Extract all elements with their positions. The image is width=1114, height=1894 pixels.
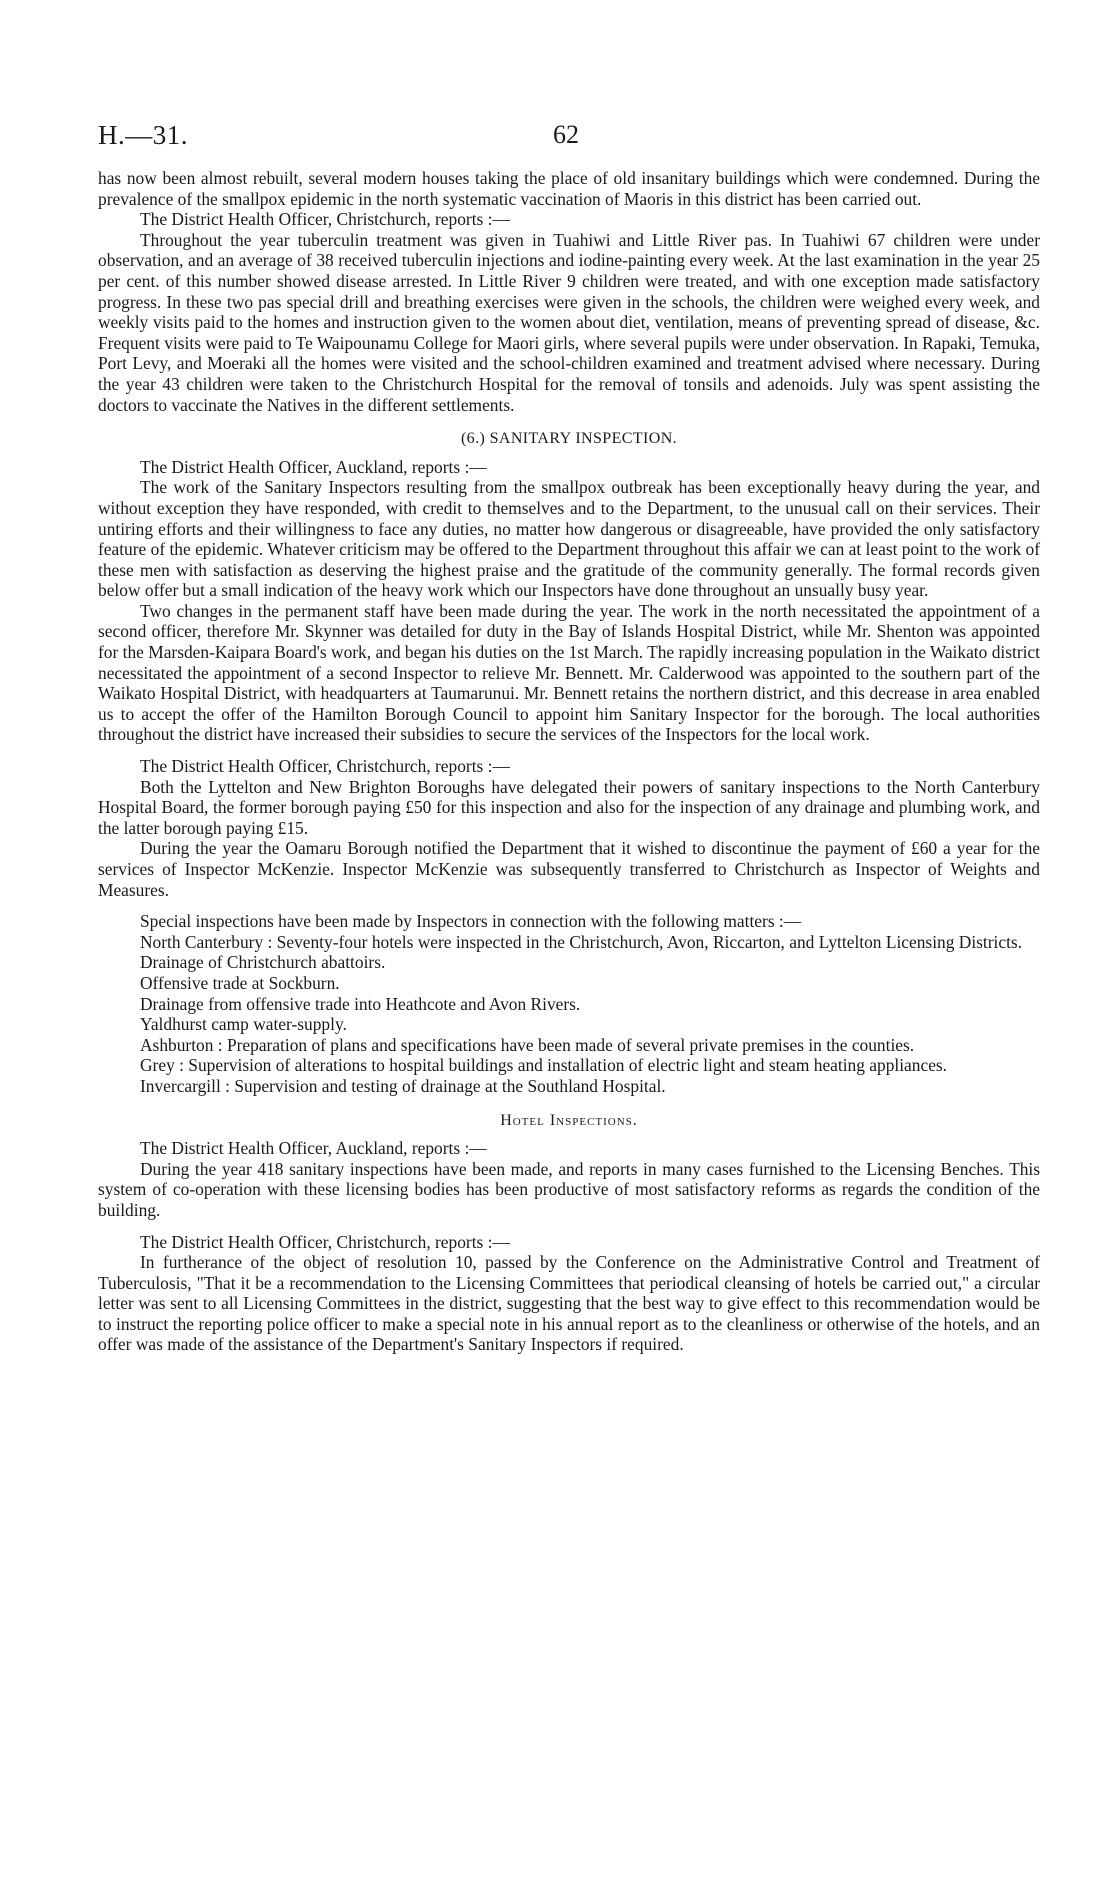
paragraph-inspectors-work: The work of the Sanitary Inspectors resulting from the smallpox outbreak has been exceptionally heavy during the year, and without exception they have responded, with credit to themselves and to the Department, to the unusual call on their services. Their untiring efforts and their willingness to face any duties, no matter how dangerous or disagreeable, have provided the only satisfactory feature of the epidemic. Whatever criticism may be offered to the Department throughout this affair we can at least point to the work of these men with satisfaction as deserving the highest praise and the gratitude of the community generally. The formal records given below offer but a small indication of the heavy work which our Inspectors have done throughout an unsually busy year. <box>98 477 1040 601</box>
list-item: Offensive trade at Sockburn. <box>140 972 340 993</box>
paragraph-special-inspections: Special inspections have been made by Inspectors in connection with the following matters :— <box>140 911 802 932</box>
paragraph-tuberculin: Throughout the year tuberculin treatment was given in Tuahiwi and Little River pas. In Tuahiwi 67 children were under observation, and an average of 38 received tuberculin injections and iodine-painting every week. At the last examination in the year 25 per cent. of this number showed disease arrested. In Little River 9 children were treated, and with one exception made satisfactory progress. In these two pas special drill and breathing exercises were given in the schools, the children were weighed every week, and weekly visits paid to the homes and instruction given to the women about diet, ventilation, means of preventing spread of disease, &c. Frequent visits were paid to Te Waipounamu College for Maori girls, where several pupils were under observation. In Rapaki, Temuka, Port Levy, and Moeraki all the homes were visited and the school-children examined and treatment advised where necessary. During the year 43 children were taken to the Christchurch Hospital for the removal of tonsils and adenoids. July was spent assisting the doctors to vaccinate the Natives in the different settlements. <box>98 229 1040 415</box>
page-number: 62 <box>553 120 579 149</box>
list-item: Drainage of Christchurch abattoirs. <box>140 952 386 973</box>
report-intro-auckland-2: The District Health Officer, Auckland, reports :— <box>140 1138 487 1159</box>
report-reference: H.—31. <box>98 120 188 150</box>
page-header <box>98 120 1040 154</box>
special-inspections-list <box>98 932 1040 1097</box>
report-intro-christchurch-3: The District Health Officer, Christchurch, reports :— <box>140 1231 510 1252</box>
page-body <box>98 168 1040 1355</box>
report-intro-auckland: The District Health Officer, Auckland, reports :— <box>140 456 487 477</box>
list-item: Drainage from offensive trade into Heathcote and Avon Rivers. <box>140 993 581 1014</box>
paragraph-resolution-10: In furtherance of the object of resolution 10, passed by the Conference on the Administrative Control and Treatment of Tuberculosis, "That it be a recommendation to the Licensing Committees that periodical cleansing of hotels be carried out," a circular letter was sent to all Licensing Committees in the district, suggesting that the best way to give effect to this recommendation would be to instruct the reporting police officer to make a special note in his annual report as to the cleanliness or otherwise of the hotels, and an offer was made of the assistance of the Department's Sanitary Inspectors if required. <box>98 1252 1040 1355</box>
list-item: North Canterbury : Seventy-four hotels were inspected in the Christchurch, Avon, Riccarton, and Lyttelton Licensing Districts. <box>140 931 1023 952</box>
section-heading-sanitary-inspection: (6.) SANITARY INSPECTION. <box>460 430 678 448</box>
paragraph-boroughs: Both the Lyttelton and New Brighton Boroughs have delegated their powers of sanitary inspections to the North Canterbury Hospital Board, the former borough paying £50 for this inspection and also for the inspection of any drainage and plumbing work, and the latter borough paying £15. <box>98 776 1040 838</box>
paragraph-sanitary-inspections-count: During the year 418 sanitary inspections have been made, and reports in many cases furnished to the Licensing Benches. This system of co-operation with these licensing bodies has been productive of most satisfactory reforms as regards the condition of the building. <box>98 1158 1040 1220</box>
list-item: Grey : Supervision of alterations to hospital buildings and installation of electric light and steam heating appliances. <box>140 1055 948 1076</box>
paragraph-oamaru: During the year the Oamaru Borough notified the Department that it wished to discontinue the payment of £60 a year for the services of Inspector McKenzie. Inspector McKenzie was subsequently transferred to Christchurch as Inspector of Weights and Measures. <box>98 838 1040 900</box>
list-item: Ashburton : Preparation of plans and specifications have been made of several private premises in the counties. <box>140 1034 915 1055</box>
list-item: Yaldhurst camp water-supply. <box>140 1014 347 1035</box>
list-item: Invercargill : Supervision and testing of drainage at the Southland Hospital. <box>140 1075 666 1096</box>
report-intro-christchurch: The District Health Officer, Christchurch, reports :— <box>140 209 510 230</box>
section-heading-hotel-inspections: Hotel Inspections. <box>500 1111 638 1129</box>
report-intro-christchurch-2: The District Health Officer, Christchurch, reports :— <box>140 756 510 777</box>
paragraph-continuation: has now been almost rebuilt, several modern houses taking the place of old insanitary buildings which were condemned. During the prevalence of the smallpox epidemic in the north systematic vaccination of Maoris in this district has been carried out. <box>98 168 1040 209</box>
paragraph-staff-changes: Two changes in the permanent staff have been made during the year. The work in the north necessitated the appointment of a second officer, therefore Mr. Skynner was detailed for duty in the Bay of Islands Hospital District, while Mr. Shenton was appointed for the Marsden-Kaipara Board's work, and began his duties on the 1st March. The rapidly increasing population in the Waikato district necessitated the appointment of a second Inspector to relieve Mr. Bennett. Mr. Calderwood was appointed to the southern part of the Waikato Hospital District, with headquarters at Taumarunui. Mr. Bennett retains the northern district, and this decrease in area enabled us to accept the offer of the Hamilton Borough Council to appoint him Sanitary Inspector for the borough. The local authorities throughout the district have increased their subsidies to secure the services of the Inspectors for the local work. <box>98 600 1040 745</box>
